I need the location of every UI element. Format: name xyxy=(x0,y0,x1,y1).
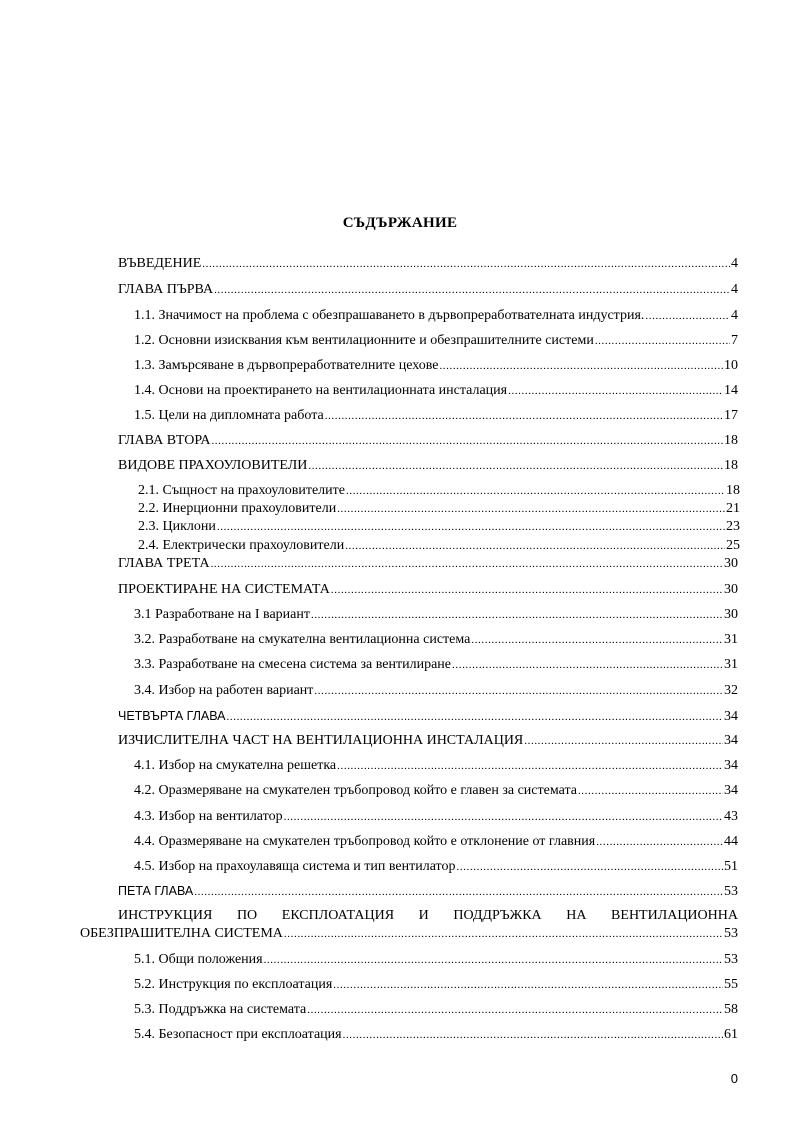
toc-entry-2-3[interactable] xyxy=(138,519,740,535)
toc-entry-page: 14 xyxy=(724,383,738,398)
toc-entry-label: ГЛАВА ТРЕТА xyxy=(118,556,210,571)
toc-entry-label: 1.4. Основи на проектирането на вентилационната инсталация xyxy=(134,383,508,398)
dot-leader xyxy=(331,582,723,598)
dot-leader xyxy=(264,952,723,968)
toc-entry-page: 51 xyxy=(724,859,738,874)
dot-leader xyxy=(214,282,730,298)
dot-leader xyxy=(578,783,723,799)
dot-leader xyxy=(337,501,725,517)
dot-leader xyxy=(307,1002,723,1018)
dot-leader xyxy=(202,256,730,272)
dot-leader xyxy=(508,383,723,399)
toc-entry-1-5[interactable] xyxy=(134,408,738,424)
dot-leader xyxy=(595,333,730,349)
toc-entry-label: 4.2. Оразмеряване на смукателен тръбопровод който е главен за системата xyxy=(134,783,577,798)
dot-leader xyxy=(471,632,723,648)
toc-entry-label: 5.3. Поддръжка на системата xyxy=(134,1002,307,1017)
toc-entry-3-4[interactable] xyxy=(134,683,738,699)
toc-entry-chapter-4[interactable] xyxy=(118,708,738,725)
toc-entry-label: ВЪВЕДЕНИЕ xyxy=(118,256,202,271)
toc-entry-page: 30 xyxy=(724,607,738,622)
toc-entry-label: 4.3. Избор на вентилатор xyxy=(134,809,283,824)
toc-entry-page: 53 xyxy=(724,952,738,967)
page-number: 0 xyxy=(730,1071,738,1086)
toc-entry-2-4[interactable] xyxy=(138,538,740,554)
toc-entry-3-3[interactable] xyxy=(134,657,738,673)
toc-entry-label: ИЗЧИСЛИТЕЛНА ЧАСТ НА ВЕНТИЛАЦИОННА ИНСТАЛАЦИЯ xyxy=(118,733,524,748)
toc-entry-label: ВИДОВЕ ПРАХОУЛОВИТЕЛИ xyxy=(118,458,308,473)
dot-leader xyxy=(211,433,723,449)
toc-entry-chapter-1[interactable] xyxy=(118,282,738,298)
toc-entry-instructions-line-1: ИНСТРУКЦИЯ ПО ЕКСПЛОАТАЦИЯ И ПОДДРЪЖКА НА ВЕНТИЛАЦИОННА xyxy=(118,908,738,923)
toc-entry-page: 25 xyxy=(726,538,740,553)
toc-entry-page: 4 xyxy=(731,282,738,297)
dot-leader xyxy=(524,733,723,749)
toc-entry-2-1[interactable] xyxy=(138,483,740,499)
toc-entry-page: 30 xyxy=(724,582,738,597)
dot-leader xyxy=(217,519,725,535)
toc-entry-page: 17 xyxy=(724,408,738,423)
toc-title: СЪДЪРЖАНИЕ xyxy=(342,215,458,231)
toc-entry-page: 34 xyxy=(724,709,738,724)
toc-entry-1-4[interactable] xyxy=(134,383,738,399)
dot-leader xyxy=(308,458,723,474)
toc-entry-calculation[interactable] xyxy=(118,733,738,749)
dot-leader xyxy=(311,607,723,623)
toc-entry-page: 18 xyxy=(726,483,740,498)
dot-leader xyxy=(457,859,724,875)
dot-leader xyxy=(314,683,723,699)
toc-entry-page: 7 xyxy=(731,333,738,348)
toc-entry-label: ЧЕТВЪРТА ГЛАВА xyxy=(118,709,226,723)
toc-entry-page: 18 xyxy=(724,433,738,448)
toc-entry-page: 43 xyxy=(724,809,738,824)
toc-entry-label: ПЕТА ГЛАВА xyxy=(118,884,194,898)
toc-entry-page: 10 xyxy=(724,358,738,373)
toc-entry-page: 61 xyxy=(724,1027,738,1042)
dot-leader xyxy=(227,709,723,725)
toc-entry-label: ПРОЕКТИРАНЕ НА СИСТЕМАТА xyxy=(118,582,330,597)
toc-entry-page: 23 xyxy=(726,519,740,534)
toc-entry-page: 18 xyxy=(724,458,738,473)
toc-entry-label: 5.4. Безопасност при експлоатация xyxy=(134,1027,342,1042)
dot-leader xyxy=(333,977,723,993)
toc-entry-label: 2.2. Инерционни прахоуловители xyxy=(138,501,337,516)
toc-entry-page: 30 xyxy=(724,556,738,571)
toc-entry-label: ОБЕЗПРАШИТЕЛНА СИСТЕМА xyxy=(80,926,283,941)
toc-entry-page: 58 xyxy=(724,1002,738,1017)
dot-leader xyxy=(596,834,723,850)
toc-entry-4-5[interactable] xyxy=(134,859,738,875)
toc-entry-page: 31 xyxy=(724,657,738,672)
toc-entry-label: ГЛАВА ВТОРА xyxy=(118,433,211,448)
toc-entry-page: 34 xyxy=(724,783,738,798)
toc-entry-5-3[interactable] xyxy=(134,1002,738,1018)
dot-leader xyxy=(452,657,723,673)
toc-entry-label: 5.2. Инструкция по експлоатация xyxy=(134,977,333,992)
toc-entry-1-2[interactable] xyxy=(134,333,738,349)
dot-leader xyxy=(284,809,723,825)
toc-entry-label: 1.1. Значимост на проблема с обезпрашаването в дървопреработвателната индустрия. xyxy=(134,308,645,323)
toc-entry-system-design[interactable] xyxy=(118,582,738,598)
toc-entry-label: ГЛАВА ПЪРВА xyxy=(118,282,214,297)
toc-entry-4-2[interactable] xyxy=(134,783,738,799)
toc-entry-page: 44 xyxy=(724,834,738,849)
toc-entry-label: 3.1 Разработване на I вариант xyxy=(134,607,310,622)
toc-entry-label: 1.5. Цели на дипломната работа xyxy=(134,408,324,423)
toc-entry-label: 2.3. Циклони xyxy=(138,519,216,534)
toc-entry-label: 2.1. Същност на прахоуловителите xyxy=(138,483,345,498)
dot-leader xyxy=(284,926,723,942)
dot-leader xyxy=(343,1027,723,1043)
toc-entry-label: 3.3. Разработване на смесена система за вентилиране xyxy=(134,657,452,672)
toc-entry-chapter-2[interactable] xyxy=(118,433,738,449)
toc-entry-3-1[interactable] xyxy=(134,607,738,623)
toc-entry-5-1[interactable] xyxy=(134,952,738,968)
dot-leader xyxy=(439,358,723,374)
dot-leader xyxy=(325,408,723,424)
toc-entry-instructions[interactable] xyxy=(80,926,738,942)
toc-entry-label: 1.2. Основни изисквания към вентилационните и обезпрашителните системи xyxy=(134,333,594,348)
toc-entry-label: 1.3. Замърсяване в дървопреработвателните цехове xyxy=(134,358,439,373)
toc-entry-page: 34 xyxy=(724,758,738,773)
toc-entry-label: 3.2. Разработване на смукателна вентилационна система xyxy=(134,632,471,647)
toc-entry-label: 3.4. Избор на работен вариант xyxy=(134,683,314,698)
toc-entry-5-2[interactable] xyxy=(134,977,738,993)
toc-entry-label: 4.5. Избор на прахоулавяща система и тип вентилатор xyxy=(134,859,456,874)
toc-entry-dust-collectors[interactable] xyxy=(118,458,738,474)
dot-leader xyxy=(345,538,725,554)
dot-leader xyxy=(337,758,723,774)
dot-leader xyxy=(645,308,730,324)
toc-entry-page: 34 xyxy=(724,733,738,748)
dot-leader xyxy=(211,556,723,572)
toc-entry-3-2[interactable] xyxy=(134,632,738,648)
toc-entry-page: 55 xyxy=(724,977,738,992)
toc-entry-1-1[interactable] xyxy=(134,308,738,324)
toc-entry-4-4[interactable] xyxy=(134,834,738,850)
toc-entry-4-1[interactable] xyxy=(134,758,738,774)
toc-entry-label: 5.1. Общи положения xyxy=(134,952,263,967)
toc-entry-page: 21 xyxy=(726,501,740,516)
toc-entry-label: 2.4. Електрически прахоуловители xyxy=(138,538,345,553)
dot-leader xyxy=(194,884,723,900)
toc-entry-page: 4 xyxy=(731,256,738,271)
toc-entry-chapter-5[interactable] xyxy=(118,883,738,900)
toc-entry-introduction[interactable] xyxy=(118,256,738,272)
toc-entry-page: 53 xyxy=(724,884,738,899)
toc-entry-label: 4.4. Оразмеряване на смукателен тръбопровод който е отклонение от главния xyxy=(134,834,596,849)
toc-entry-1-3[interactable] xyxy=(134,358,738,374)
toc-entry-page: 31 xyxy=(724,632,738,647)
toc-entry-4-3[interactable] xyxy=(134,809,738,825)
toc-entry-5-4[interactable] xyxy=(134,1027,738,1043)
dot-leader xyxy=(346,483,725,499)
toc-entry-label: 4.1. Избор на смукателна решетка xyxy=(134,758,337,773)
toc-entry-page: 53 xyxy=(724,926,738,941)
toc-entry-page: 4 xyxy=(731,308,738,323)
toc-entry-page: 32 xyxy=(724,683,738,698)
toc-entry-2-2[interactable] xyxy=(138,501,740,517)
toc-entry-chapter-3[interactable] xyxy=(118,556,738,572)
